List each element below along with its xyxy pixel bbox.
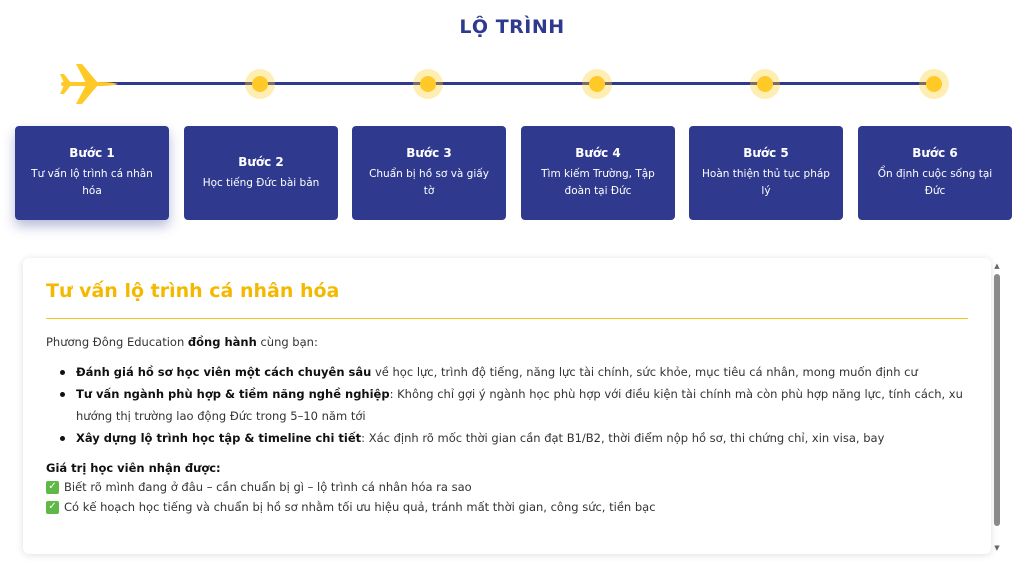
step-title: Bước 6 xyxy=(912,146,958,160)
timeline-dot-2[interactable] xyxy=(245,69,275,99)
step-title: Bước 4 xyxy=(575,146,621,160)
timeline-line xyxy=(92,82,934,85)
intro-bold: đồng hành xyxy=(187,335,257,349)
triangle-up-icon[interactable]: ▲ xyxy=(994,262,1000,270)
intro-suffix: cùng bạn: xyxy=(256,335,318,349)
step-title: Bước 1 xyxy=(69,146,115,160)
timeline-dot-5[interactable] xyxy=(750,69,780,99)
list-item xyxy=(60,427,968,449)
check-box-icon: ✓ xyxy=(46,501,59,514)
point-bold: Đánh giá hồ sơ học viên một cách chuyên sâu xyxy=(76,365,372,379)
step-card-6[interactable] xyxy=(858,126,1012,220)
triangle-down-icon[interactable]: ▼ xyxy=(994,544,1000,552)
benefit-item xyxy=(46,477,968,497)
point-text: về học lực, trình độ tiếng, năng lực tài chính, sức khỏe, mục tiêu cá nhân, mong muốn định cư xyxy=(371,365,918,379)
detail-points-list xyxy=(60,361,968,449)
step-card-2[interactable] xyxy=(184,126,338,220)
step-card-3[interactable] xyxy=(352,126,506,220)
detail-heading: Tư vấn lộ trình cá nhân hóa xyxy=(46,280,340,302)
scrollbar[interactable] xyxy=(993,262,1001,552)
check-box-icon: ✓ xyxy=(46,481,59,494)
detail-intro xyxy=(46,335,968,349)
step-card-4[interactable] xyxy=(521,126,675,220)
list-item xyxy=(60,383,968,427)
step-description: Tìm kiếm Trường, Tập đoàn tại Đức xyxy=(541,168,655,197)
point-text: : Xác định rõ mốc thời gian cần đạt B1/B2, thời điểm nộp hồ sơ, thi chứng chỉ, xin visa, bay xyxy=(361,431,885,445)
point-text: : Không chỉ gợi ý ngành học phù hợp với điều kiện tài chính mà còn phù hợp năng lực, tính cách, xu hướng thị trường lao động Đức trong 5–10 năm tới xyxy=(76,387,963,423)
benefit-text: Biết rõ mình đang ở đâu – cần chuẩn bị gì – lộ trình cá nhân hóa ra sao xyxy=(64,480,472,494)
timeline-dot-4[interactable] xyxy=(582,69,612,99)
airplane-icon xyxy=(58,62,122,106)
step-description: Hoàn thiện thủ tục pháp lý xyxy=(702,168,830,197)
timeline xyxy=(0,62,1024,106)
step-card-5[interactable] xyxy=(689,126,843,220)
page-title: LỘ TRÌNH xyxy=(459,16,565,38)
point-bold: Xây dựng lộ trình học tập & timeline chi tiết xyxy=(76,431,362,445)
timeline-dot-6[interactable] xyxy=(919,69,949,99)
divider xyxy=(46,318,968,319)
scrollbar-thumb[interactable] xyxy=(994,274,1000,526)
step-card-1[interactable] xyxy=(15,126,169,220)
step-description: Chuẩn bị hồ sơ và giấy tờ xyxy=(369,168,489,197)
value-title: Giá trị học viên nhận được: xyxy=(46,461,221,475)
point-bold: Tư vấn ngành phù hợp & tiềm năng nghề nghiệp xyxy=(76,387,390,401)
list-item xyxy=(60,361,968,383)
step-description: Ổn định cuộc sống tại Đức xyxy=(877,168,993,197)
step-description: Học tiếng Đức bài bản xyxy=(202,176,320,189)
step-title: Bước 5 xyxy=(743,146,789,160)
step-description: Tư vấn lộ trình cá nhân hóa xyxy=(31,168,153,197)
step-detail-panel xyxy=(23,258,991,554)
step-title: Bước 3 xyxy=(406,146,452,160)
benefit-item xyxy=(46,497,968,517)
timeline-dot-3[interactable] xyxy=(413,69,443,99)
intro-prefix: Phương Đông Education xyxy=(46,335,188,349)
benefit-text: Có kế hoạch học tiếng và chuẩn bị hồ sơ nhằm tối ưu hiệu quả, tránh mất thời gian, công sức, tiền bạc xyxy=(64,500,656,514)
step-title: Bước 2 xyxy=(238,154,284,169)
